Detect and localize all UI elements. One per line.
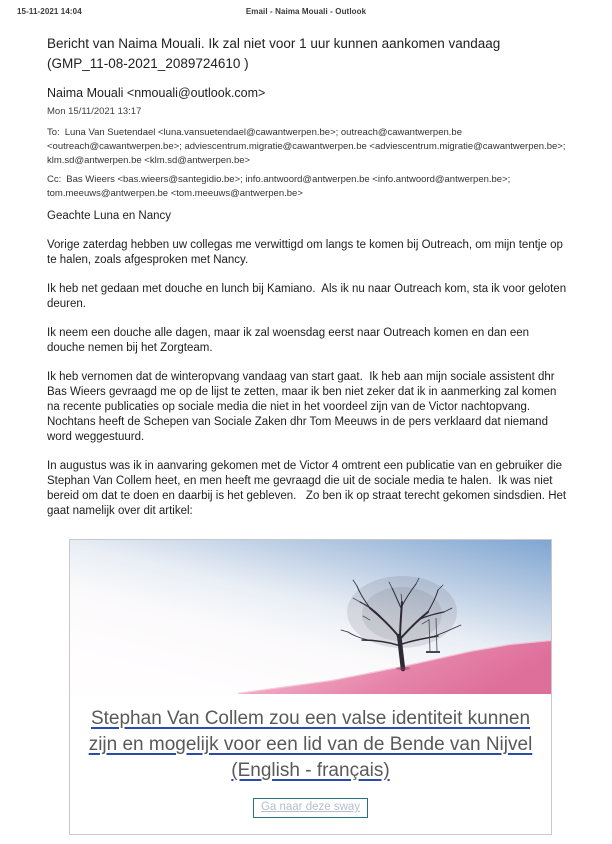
sway-preview-image[interactable] — [70, 540, 551, 694]
body-paragraph: Ik heb vernomen dat de winteropvang vandaag van start gaat. Ik heb aan mijn sociale assistent dhr Bas Wieers gevraagd me op de lijst te zetten, maar ik ben niet zeker dat ik in aanmerking zal komen na recente publicaties op sociale media die niet in het voordeel zijn van de Victor nachtopvang. Nochtans heeft de Schepen van Sociale Zaken dhr Tom Meeuws in de pers verklaard dat niemand word weggestuurd. — [47, 371, 560, 443]
body-paragraph: Vorige zaterdag hebben uw collegas me verwittigd om langs te komen bij Outreach, om mijn tentje op te halen, zoals afgesproken met Nancy. — [47, 239, 567, 266]
email-from: Naima Mouali <nmouali@outlook.com> — [47, 86, 266, 100]
email-cc-row — [47, 173, 569, 201]
print-title: Email - Naima Mouali - Outlook — [245, 7, 367, 16]
to-recipients: Luna Van Suetendael <luna.vansuetendael@cawantwerpen.be>; outreach@cawantwerpen.be <outreach@cawantwerpen.be>; adviescentrum.migratie@cawantwerpen.be <adviescentrum.migratie@cawantwerpen.be>; klm.sd@antwerpen.be <klm.sd@antwerpen.be> — [47, 127, 569, 166]
body-paragraph: Ik neem een douche alle dagen, maar ik zal woensdag eerst naar Outreach komen en dan een douche nemen bij het Zorgteam. — [47, 327, 533, 354]
cc-recipients: Bas Wieers <bas.wieers@santegidio.be>; info.antwoord@antwerpen.be <info.antwoord@antwerpen.be>; tom.meeuws@antwerpen.be <tom.meeuws@antwerpen.be> — [47, 174, 513, 199]
email-sent-date: Mon 15/11/2021 13:17 — [47, 106, 142, 117]
go-to-sway-button[interactable]: Ga naar deze sway — [253, 798, 368, 818]
print-datetime: 15-11-2021 14:04 — [17, 7, 82, 16]
winter-tree-illustration — [70, 540, 551, 694]
body-paragraph: In augustus was ik in aanvaring gekomen met de Victor 4 omtrent een publicatie van en gebruiker die Stephan Van Collem heet, en men heeft me gevraagd die uit de sociale media te halen. Ik was niet bereid om dat te doen en daarbij is het gebleven. Zo ben ik op straat terecht gekomen sindsdien. Het gaat namelijk over dit artikel: — [47, 460, 570, 517]
email-message — [47, 0, 569, 835]
to-label: To: — [47, 127, 60, 138]
body-paragraph: Ik heb net gedaan met douche en lunch bij Kamiano. Als ik nu naar Outreach kom, sta ik voor geloten deuren. — [47, 283, 570, 310]
email-body — [47, 209, 569, 519]
email-subject: Bericht van Naima Mouali. Ik zal niet voor 1 uur kunnen aankomen vandaag (GMP_11-08-2021_2089724610 ) — [47, 36, 501, 71]
body-paragraph: Geachte Luna en Nancy — [47, 210, 172, 222]
cc-label: Cc: — [47, 174, 62, 185]
sway-article-link[interactable]: Stephan Van Collem zou een valse identiteit kunnen zijn en mogelijk voor een lid van de Bende van Nijvel (English - français) — [88, 708, 533, 781]
sway-embed-card — [69, 539, 552, 835]
email-to-row — [47, 126, 569, 168]
sway-button-row — [70, 797, 551, 818]
